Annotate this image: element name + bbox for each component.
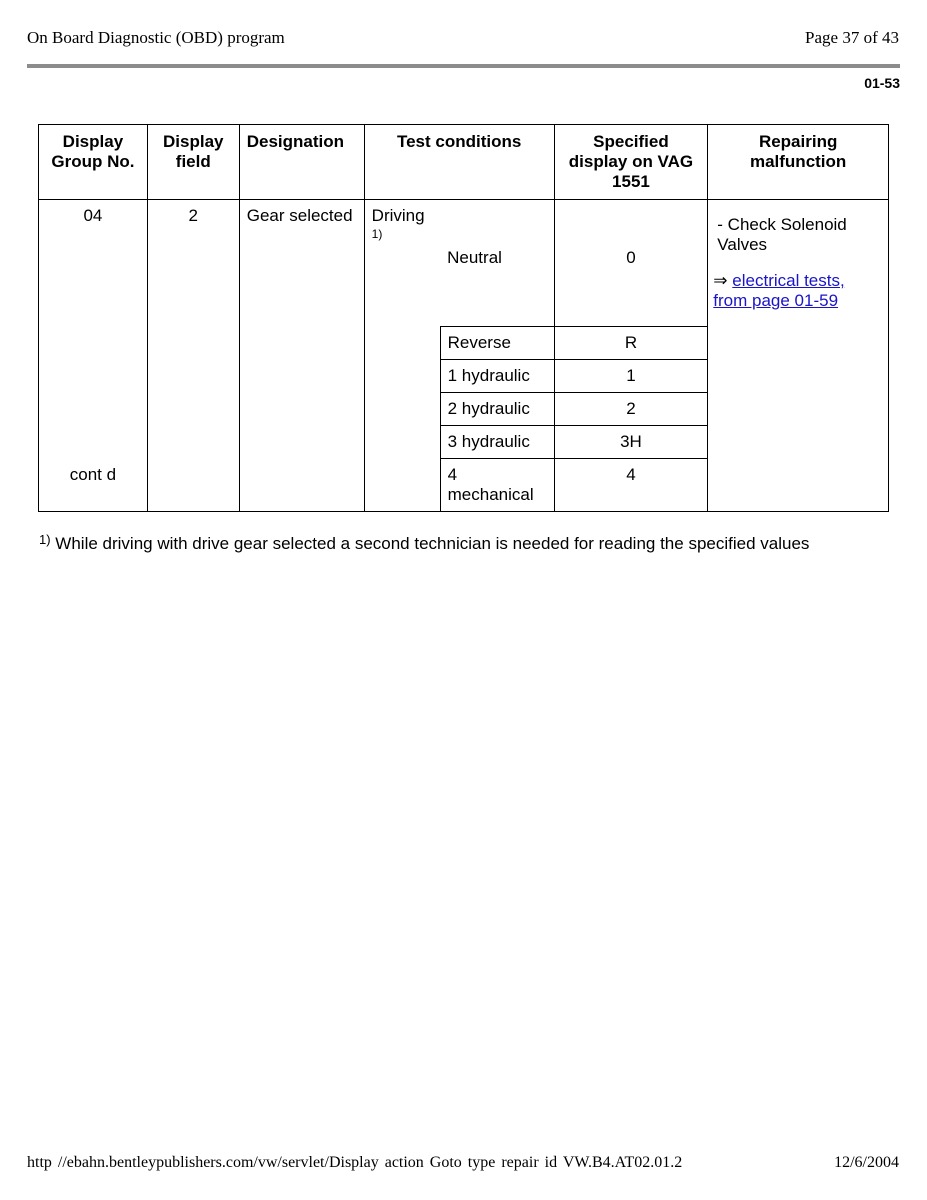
electrical-tests-link[interactable]: electrical tests, from page 01-59 xyxy=(713,271,845,310)
col-header-group: Display Group No. xyxy=(39,125,148,200)
table-header-row xyxy=(39,125,889,200)
col-header-field: Display field xyxy=(147,125,239,200)
field-cell: 2 xyxy=(147,200,239,512)
footer-date: 12/6/2004 xyxy=(834,1154,899,1171)
gear-cell: 2 hydraulic xyxy=(440,393,554,426)
footnote-ref: 1) xyxy=(39,532,51,547)
col-header-specified: Specified display on VAG 1551 xyxy=(554,125,708,200)
value-cell: R xyxy=(554,327,708,360)
gear-cell: Neutral xyxy=(440,200,554,327)
repair-cell xyxy=(708,200,889,512)
group-continued: cont d xyxy=(69,465,117,484)
footer-url: http //ebahn.bentleypublishers.com/vw/servlet/Display action Goto type repair id VW.B4.AT02.01.2 xyxy=(27,1154,683,1171)
value-cell: 2 xyxy=(554,393,708,426)
document-title: On Board Diagnostic (OBD) program xyxy=(27,28,285,47)
repair-instruction: - Check Solenoid Valves xyxy=(717,215,847,254)
footnote xyxy=(39,532,809,554)
value-cell: 4 xyxy=(554,459,708,512)
designation-cell: Gear selected xyxy=(239,200,364,512)
gear-cell: Reverse xyxy=(440,327,554,360)
gear-cell: 1 hydraulic xyxy=(440,360,554,393)
condition-label: Driving xyxy=(371,206,425,225)
col-header-repair: Repairing malfunction xyxy=(708,125,889,200)
table-row xyxy=(39,200,889,327)
page-number: Page 37 of 43 xyxy=(805,28,899,47)
diagnostic-table xyxy=(38,124,889,512)
group-cell xyxy=(39,200,148,512)
footnote-text: While driving with drive gear selected a second technician is needed for reading the specified values xyxy=(55,534,810,553)
value-cell: 3H xyxy=(554,426,708,459)
arrow-right-icon: ⇒ xyxy=(713,271,728,290)
col-header-designation: Designation xyxy=(239,125,364,200)
gear-cell: 4 mechanical xyxy=(440,459,554,512)
group-number: 04 xyxy=(83,206,103,225)
section-code: 01-53 xyxy=(864,75,900,91)
condition-footnote-ref: 1) xyxy=(371,227,383,241)
col-header-conditions: Test conditions xyxy=(364,125,554,200)
gear-cell: 3 hydraulic xyxy=(440,426,554,459)
header-divider xyxy=(27,64,900,68)
value-cell: 0 xyxy=(554,200,708,327)
value-cell: 1 xyxy=(554,360,708,393)
condition-cell xyxy=(364,200,440,512)
